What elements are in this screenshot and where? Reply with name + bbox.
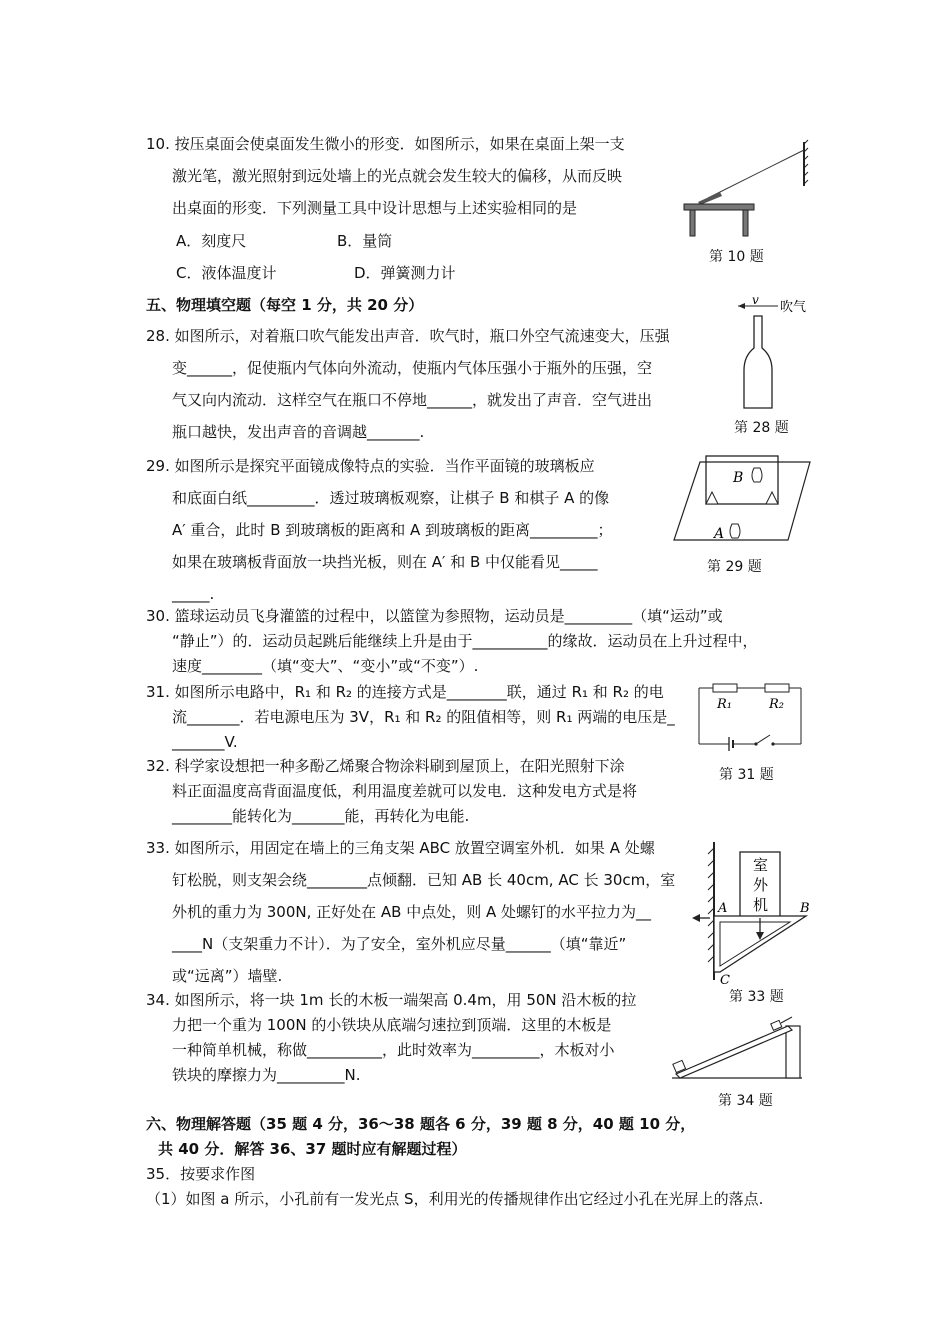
q33-line-3: 外机的重力为 300N, 正好处在 AB 中点处，则 A 处螺钉的水平拉力为__ [172,903,652,921]
q32-line-1: 32. 科学家设想把一种多酚乙烯聚合物涂料刷到屋顶上，在阳光照射下涂 [146,757,625,775]
q34-line-1: 34. 如图所示，将一块 1m 长的木板一端架高 0.4m，用 50N 沿木板的拉 [146,991,637,1009]
q29-line-1: 29. 如图所示是探究平面镜成像特点的实验．当作平面镜的玻璃板应 [146,457,595,475]
fig31-r2-label: R₂ [769,697,784,712]
fig29-b-label: B [733,470,744,486]
caption-q28: 第 28 题 [734,420,789,436]
q33-line-2: 钉松脱，则支架会绕________点倾翻．已知 AB 长 40cm, AC 长 30cm，室 [172,871,676,889]
q28-line-1: 28. 如图所示，对着瓶口吹气能发出声音．吹气时，瓶口外空气流速变大，压强 [146,327,670,345]
section-6-title-line-2: 共 40 分．解答 36、37 题时应有解题过程） [158,1140,467,1158]
q34-line-4: 铁块的摩擦力为_________N. [172,1066,361,1084]
q10-option-d: D．弹簧测力计 [354,264,456,282]
figure-28-bottle [730,296,820,416]
section-6-title-line-1: 六、物理解答题（35 题 4 分，36～38 题各 6 分，39 题 8 分，40 题 10 分， [146,1115,696,1133]
caption-q33: 第 33 题 [729,989,784,1005]
fig28-blow-label: 吹气 [780,300,807,315]
q30-line-3: 速度________（填“变大”、“变小”或“不变”）. [172,657,479,675]
figure-10-laser-table [680,138,810,242]
q29-line-2: 和底面白纸_________．透过玻璃板观察，让棋子 B 和棋子 A 的像 [172,489,610,507]
q30-line-2: “静止”）的．运动员起跳后能继续上升是由于__________的缘故．运动员在上升过程中， [172,632,758,650]
q10-option-a: A．刻度尺 [176,232,247,250]
caption-q31: 第 31 题 [719,767,774,783]
q33-line-1: 33. 如图所示，用固定在墙上的三角支架 ABC 放置空调室外机．如果 A 处螺 [146,839,655,857]
figure-31-circuit [695,680,805,752]
fig28-v-label: v [752,296,759,307]
q33-line-5: 或“远离”）墙壁. [172,967,283,985]
q29-line-4: 如果在玻璃板背面放一块挡光板，则在 A′ 和 B 中仅能看见_____ [172,553,598,571]
q31-line-3: _______V. [172,733,238,751]
q10-line-3: 出桌面的形变．下列测量工具中设计思想与上述实验相同的是 [172,199,578,217]
q10-option-b: B．量筒 [337,232,393,250]
fig33-unit-char-1: 室 [753,856,769,874]
q34-line-2: 力把一个重为 100N 的小铁块从底端匀速拉到顶端．这里的木板是 [172,1016,612,1034]
q34-line-3: 一种简单机械，称做__________，此时效率为_________，木板对小 [172,1041,615,1059]
section-5-title: 五、物理填空题（每空 1 分，共 20 分） [146,296,424,314]
q29-line-3: A′ 重合，此时 B 到玻璃板的距离和 A 到玻璃板的距离_________； [172,521,613,539]
q33-line-4: ____N（支架重力不计）．为了安全，室外机应尽量______（填“靠近” [172,935,627,953]
fig29-a-label: A [714,526,725,542]
q35-part-1: （1）如图 a 所示，小孔前有一发光点 S，利用光的传播规律作出它经过小孔在光屏上的落点. [146,1190,764,1208]
caption-q29: 第 29 题 [707,559,762,575]
caption-q10: 第 10 题 [709,249,764,265]
q29-line-5: _____. [172,585,215,603]
fig33-b-label: B [800,901,810,916]
figure-29-plane-mirror [670,452,820,552]
q35-heading: 35．按要求作图 [146,1165,256,1183]
q10-line-2: 激光笔，激光照射到远处墙上的光点就会发生较大的偏移，从而反映 [172,167,623,185]
fig33-a-label: A [718,901,728,916]
q31-line-1: 31. 如图所示电路中，R₁ 和 R₂ 的连接方式是________联，通过 R₁ 和 R₂ 的电 [146,683,664,701]
fig31-r1-label: R₁ [717,697,732,712]
q10-line-1: 10. 按压桌面会使桌面发生微小的形变．如图所示，如果在桌面上架一支 [146,135,625,153]
q28-line-4: 瓶口越快，发出声音的音调越_______. [172,423,425,441]
q10-option-c: C．液体温度计 [176,264,277,282]
q28-line-2: 变______，促使瓶内气体向外流动，使瓶内气体压强小于瓶外的压强，空 [172,359,653,377]
caption-q34: 第 34 题 [718,1093,773,1109]
q30-line-1: 30. 篮球运动员飞身灌篮的过程中，以篮筐为参照物，运动员是_________（填“运动”或 [146,607,723,625]
q28-line-3: 气又向内流动．这样空气在瓶口不停地______，就发出了声音．空气进出 [172,391,653,409]
q31-line-2: 流_______．若电源电压为 3V，R₁ 和 R₂ 的阻值相等，则 R₁ 两端的电压是_ [172,708,675,726]
q32-line-3: ________能转化为_______能，再转化为电能. [172,807,470,825]
fig33-c-label: C [720,973,730,986]
figure-34-incline [668,1008,808,1084]
fig33-unit-char-2: 外 [753,876,769,894]
fig33-unit-char-3: 机 [753,896,769,914]
figure-33-bracket [690,838,820,986]
q32-line-2: 料正面温度高背面温度低，利用温度差就可以发电．这种发电方式是将 [172,782,638,800]
